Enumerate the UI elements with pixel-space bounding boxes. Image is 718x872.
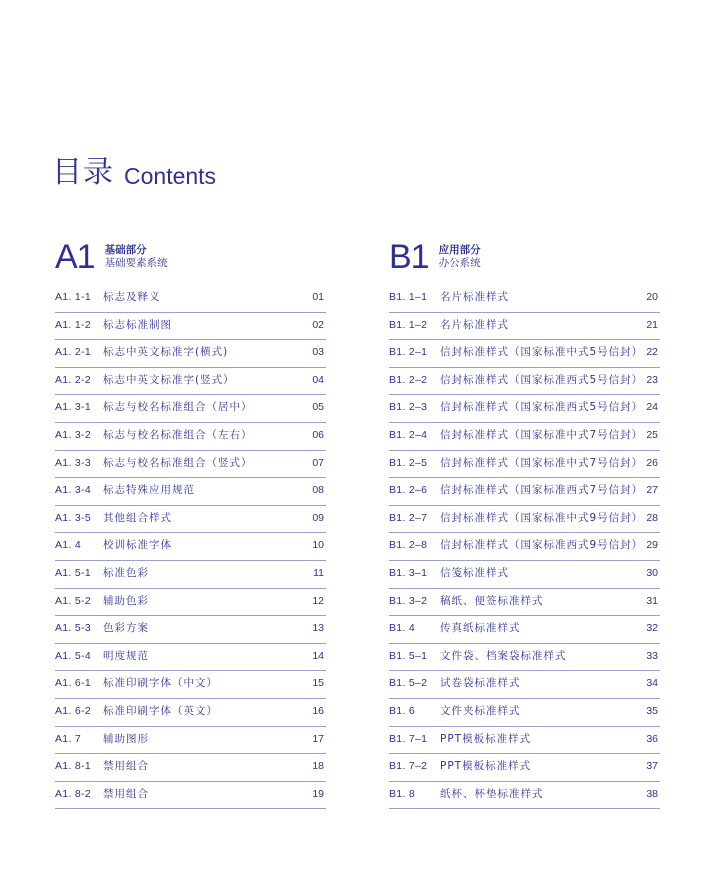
toc-code: B1. 7–2 (389, 760, 428, 773)
toc-code: B1. 2–2 (389, 373, 428, 386)
toc-page-number: 22 (646, 346, 658, 359)
toc-row[interactable] (55, 782, 326, 810)
toc-code: B1. 2–5 (389, 456, 428, 469)
toc-label: 标准印刷字体（英文） (103, 704, 218, 717)
page-title (52, 150, 216, 190)
toc-code: B1. 3–1 (389, 566, 428, 579)
toc-code: B1. 4 (389, 622, 416, 635)
toc-row[interactable] (389, 423, 660, 451)
toc-page-number: 14 (312, 649, 324, 662)
toc-page-number: 11 (313, 566, 324, 579)
toc-code: A1. 3-5 (55, 511, 91, 524)
toc-label: 试卷袋标准样式 (440, 677, 521, 690)
toc-label: 禁用组合 (103, 760, 149, 773)
toc-label: 稿纸、便签标准样式 (440, 594, 544, 607)
toc-code: B1. 8 (389, 787, 416, 800)
toc-list (55, 285, 326, 809)
toc-code: A1. 5-1 (55, 566, 91, 579)
toc-code: B1. 2–3 (389, 401, 428, 414)
toc-code: A1. 5-2 (55, 594, 91, 607)
toc-page-number: 21 (646, 318, 658, 331)
toc-row[interactable] (389, 340, 660, 368)
toc-page-number: 37 (646, 760, 658, 773)
toc-page-number: 09 (312, 511, 324, 524)
toc-label: 标准色彩 (103, 566, 149, 579)
toc-page-number: 03 (312, 346, 324, 359)
toc-row[interactable] (55, 506, 326, 534)
toc-code: B1. 1–1 (389, 291, 428, 303)
toc-row[interactable] (389, 561, 660, 589)
toc-row[interactable] (389, 727, 660, 755)
toc-page-number: 04 (312, 373, 324, 386)
toc-page-number: 05 (312, 401, 324, 414)
toc-label: 文件袋、档案袋标准样式 (440, 649, 567, 662)
toc-page-number: 32 (646, 622, 658, 635)
toc-page-number: 26 (646, 456, 658, 469)
toc-label: 色彩方案 (103, 622, 149, 635)
section-code: A1 (55, 238, 95, 276)
toc-row[interactable] (55, 423, 326, 451)
section-titles (105, 244, 168, 270)
toc-code: A1. 6-2 (55, 704, 91, 717)
toc-row[interactable] (389, 644, 660, 672)
toc-page-number: 02 (312, 318, 324, 331)
toc-row[interactable] (389, 395, 660, 423)
toc-row[interactable] (55, 451, 326, 479)
toc-label: 校训标准字体 (103, 539, 172, 552)
toc-page-number: 25 (646, 428, 658, 441)
toc-label: 标志中英文标准字(横式) (103, 346, 229, 359)
toc-row[interactable] (389, 671, 660, 699)
toc-code: A1. 4 (55, 539, 82, 552)
toc-page-number: 01 (312, 291, 324, 303)
toc-page-number: 34 (646, 677, 658, 690)
toc-label: 信封标准样式（国家标准中式7号信封） (440, 456, 644, 469)
toc-code: B1. 2–4 (389, 428, 428, 441)
toc-page-number: 31 (646, 594, 658, 607)
toc-code: A1. 5-3 (55, 622, 91, 635)
toc-page-number: 07 (312, 456, 324, 469)
title-chinese: 目录 (52, 155, 114, 190)
toc-code: A1. 8-2 (55, 787, 91, 800)
toc-page-number: 23 (646, 373, 658, 386)
toc-page-number: 33 (646, 649, 658, 662)
section-title: 基础部分 (104, 244, 147, 256)
toc-page-number: 38 (646, 787, 658, 800)
toc-page-number: 12 (312, 594, 324, 607)
toc-page-number: 24 (646, 401, 658, 414)
toc-code: B1. 2–1 (389, 346, 428, 359)
toc-page-number: 30 (646, 566, 658, 579)
toc-row[interactable] (389, 616, 660, 644)
title-english: Contents (124, 163, 217, 189)
toc-row[interactable] (389, 451, 660, 479)
toc-label: 信封标准样式（国家标准中式9号信封） (440, 511, 644, 524)
toc-row[interactable] (389, 506, 660, 534)
toc-label: 标志特殊应用规范 (103, 484, 195, 497)
toc-label: 标志中英文标准字(竖式） (103, 373, 235, 386)
toc-label: 明度规范 (103, 649, 149, 662)
toc-row[interactable] (55, 754, 326, 782)
toc-code: B1. 6 (389, 704, 416, 717)
toc-row[interactable] (55, 699, 326, 727)
toc-code: B1. 7–1 (389, 732, 428, 745)
toc-code: A1. 2-1 (55, 346, 91, 359)
section-title: 应用部分 (438, 244, 481, 256)
toc-row[interactable] (55, 616, 326, 644)
toc-code: B1. 2–8 (389, 539, 428, 552)
toc-label: 标志标准制图 (103, 318, 172, 331)
toc-code: B1. 5–1 (389, 649, 428, 662)
toc-label: 标志与校名标准组合（竖式） (103, 456, 253, 469)
toc-row[interactable] (55, 478, 326, 506)
toc-page-number: 08 (312, 484, 324, 497)
toc-page-number: 20 (646, 291, 658, 303)
toc-row[interactable] (389, 313, 660, 341)
toc-row[interactable] (55, 671, 326, 699)
toc-label: 标准印刷字体（中文） (103, 677, 218, 690)
toc-label: 文件夹标准样式 (440, 704, 521, 717)
toc-row[interactable] (55, 561, 326, 589)
toc-label: 标志及释义 (103, 291, 161, 303)
toc-row[interactable] (389, 533, 660, 561)
toc-label: PPT模板标准样式 (440, 732, 532, 745)
toc-code: B1. 5–2 (389, 677, 428, 690)
toc-label: 信封标准样式（国家标准西式9号信封） (440, 539, 644, 552)
toc-row[interactable] (55, 395, 326, 423)
toc-page-number: 28 (646, 511, 658, 524)
toc-row[interactable] (55, 313, 326, 341)
toc-page-number: 13 (312, 622, 324, 635)
toc-page-number: 35 (646, 704, 658, 717)
toc-label: 纸杯、杯垫标准样式 (440, 787, 544, 800)
toc-row[interactable] (389, 285, 660, 313)
toc-code: A1. 3-4 (55, 484, 91, 497)
section-a1 (55, 238, 326, 800)
toc-row[interactable] (55, 368, 326, 396)
toc-label: 信封标准样式（国家标准中式5号信封） (440, 346, 644, 359)
toc-code: A1. 5-4 (55, 649, 91, 662)
toc-label: 信封标准样式（国家标准西式7号信封） (440, 484, 644, 497)
toc-row[interactable] (389, 782, 660, 810)
toc-page-number: 06 (312, 428, 324, 441)
section-subtitle: 办公系统 (438, 257, 481, 269)
toc-page-number: 36 (646, 732, 658, 745)
toc-label: 辅助图形 (103, 732, 149, 745)
toc-row[interactable] (55, 589, 326, 617)
toc-label: 信封标准样式（国家标准西式5号信封） (440, 373, 644, 386)
toc-page-number: 19 (312, 787, 324, 800)
toc-label: 标志与校名标准组合（居中） (103, 401, 253, 414)
toc-code: A1. 1-1 (55, 291, 91, 303)
toc-label: 名片标准样式 (440, 318, 509, 331)
toc-row[interactable] (55, 644, 326, 672)
toc-page-number: 15 (312, 677, 324, 690)
toc-code: A1. 3-2 (55, 428, 91, 441)
section-subtitle: 基础要素系统 (104, 257, 168, 269)
section-titles (439, 244, 481, 270)
toc-page-number: 29 (646, 539, 658, 552)
toc-code: B1. 2–7 (389, 511, 428, 524)
toc-code: A1. 3-1 (55, 401, 91, 414)
toc-code: A1. 7 (55, 732, 82, 745)
toc-label: 辅助色彩 (103, 594, 149, 607)
toc-label: 禁用组合 (103, 787, 149, 800)
toc-code: A1. 2-2 (55, 373, 91, 386)
toc-label: 传真纸标准样式 (440, 622, 521, 635)
section-b1 (389, 238, 660, 800)
toc-code: B1. 3–2 (389, 594, 428, 607)
toc-row[interactable] (389, 754, 660, 782)
toc-code: B1. 2–6 (389, 484, 428, 497)
toc-label: 信笺标准样式 (440, 566, 509, 579)
toc-label: 信封标准样式（国家标准中式7号信封） (440, 428, 644, 441)
toc-row[interactable] (55, 727, 326, 755)
toc-row[interactable] (55, 533, 326, 561)
toc-code: A1. 3-3 (55, 456, 91, 469)
toc-page-number: 27 (646, 484, 658, 497)
toc-row[interactable] (55, 285, 326, 313)
toc-row[interactable] (389, 368, 660, 396)
toc-label: PPT模板标准样式 (440, 760, 532, 773)
toc-label: 其他组合样式 (103, 511, 172, 524)
toc-code: A1. 6-1 (55, 677, 91, 690)
toc-row[interactable] (389, 589, 660, 617)
toc-row[interactable] (55, 340, 326, 368)
toc-code: A1. 1-2 (55, 318, 91, 331)
toc-row[interactable] (389, 699, 660, 727)
section-code: B1 (389, 238, 429, 276)
toc-label: 信封标准样式（国家标准西式5号信封） (440, 401, 644, 414)
toc-row[interactable] (389, 478, 660, 506)
toc-page-number: 16 (312, 704, 324, 717)
toc-page-number: 17 (312, 732, 324, 745)
toc-label: 标志与校名标准组合（左右） (103, 428, 253, 441)
toc-code: A1. 8-1 (55, 760, 91, 773)
toc-list (389, 285, 660, 809)
toc-page-number: 18 (312, 760, 324, 773)
toc-code: B1. 1–2 (389, 318, 428, 331)
toc-label: 名片标准样式 (440, 291, 509, 303)
toc-page-number: 10 (312, 539, 324, 552)
